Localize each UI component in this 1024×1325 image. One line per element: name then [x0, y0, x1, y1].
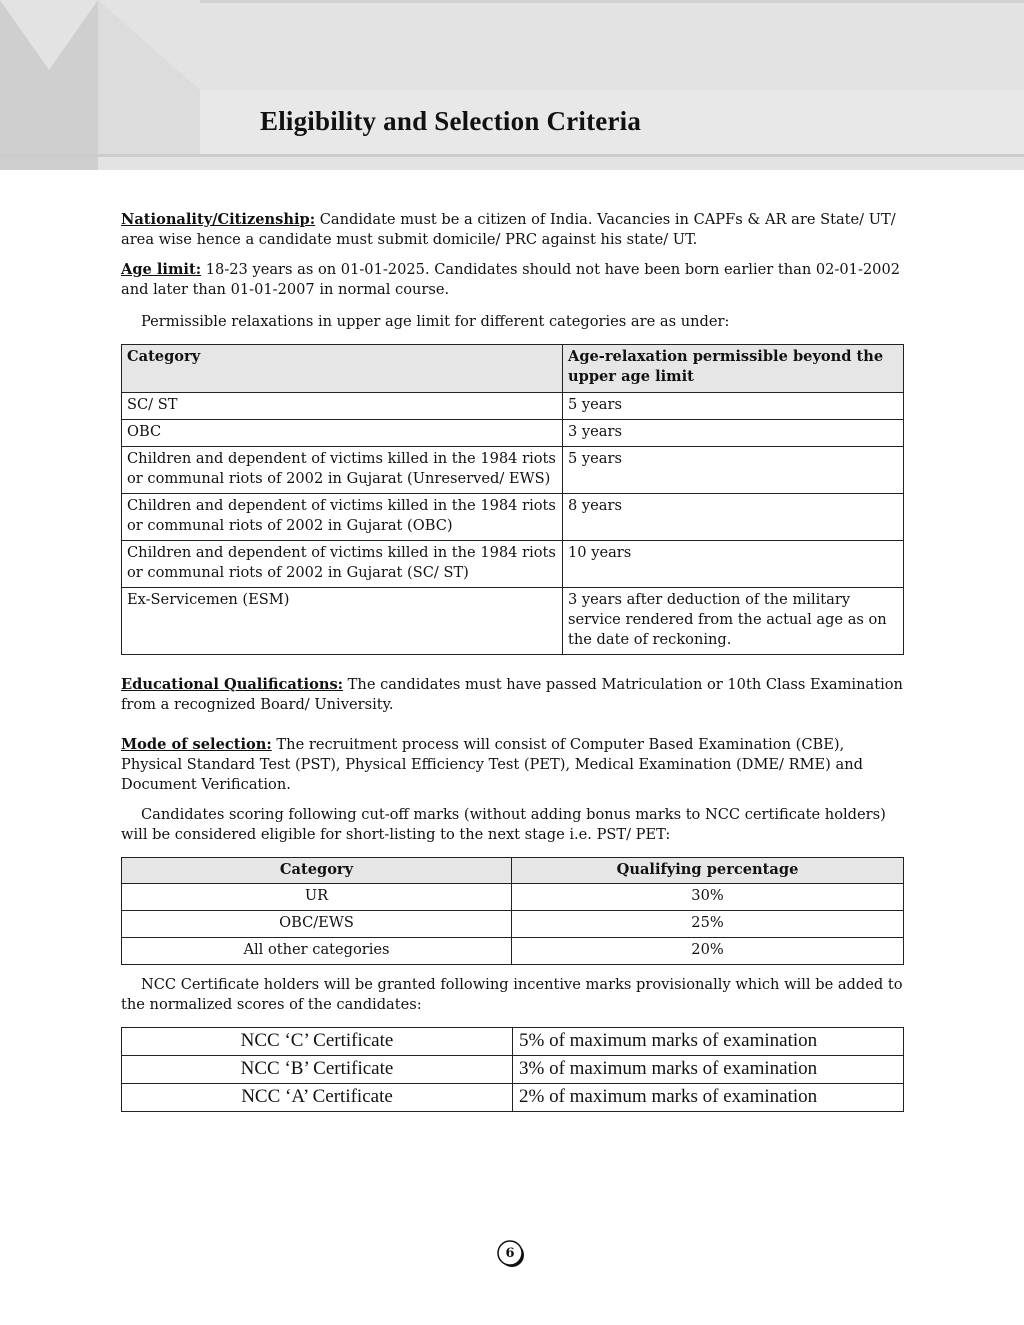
page-content — [121, 210, 904, 1112]
ncc-intro: NCC Certificate holders will be granted following incentive marks provisionally which will be added to the normalized scores of the candidates: — [121, 976, 903, 1013]
table-cell: 25% — [512, 911, 904, 938]
nationality-text: Candidate must be a citizen of India. Vacancies in CAPFs & AR are State/ UT/ area wise hence a candidate must submit domicile/ PRC against his state/ UT. — [121, 211, 896, 248]
page-title: Eligibility and Selection Criteria — [260, 106, 642, 136]
table-cell: NCC ‘C’ Certificate — [122, 1028, 513, 1056]
table-cell: 30% — [512, 884, 904, 911]
relaxation-intro: Permissible relaxations in upper age limit for different categories are as under: — [141, 313, 730, 330]
table-header-cell: Category — [122, 858, 512, 884]
age-relaxation-table — [121, 344, 904, 655]
table-header-row — [122, 345, 904, 393]
table-cell: Children and dependent of victims killed in the 1984 riots or communal riots of 2002 in Gujarat (SC/ ST) — [122, 541, 563, 588]
education-text: The candidates must have passed Matriculation or 10th Class Examination from a recognized Board/ University. — [121, 676, 903, 713]
table-cell: All other categories — [122, 938, 512, 965]
selection-text: The recruitment process will consist of Computer Based Examination (CBE), Physical Standard Test (PST), Physical Efficiency Test (PET), Medical Examination (DME/ RME) and Document Verification. — [121, 736, 863, 793]
header-decoration — [0, 0, 1024, 170]
table-cell: 5 years — [563, 447, 904, 494]
table-cell: UR — [122, 884, 512, 911]
education-label: Educational Qualifications: — [121, 676, 344, 693]
table-row — [122, 588, 904, 655]
table-row — [122, 541, 904, 588]
age-limit-paragraph — [121, 260, 904, 300]
table-row — [122, 884, 904, 911]
table-header-row — [122, 858, 904, 884]
table-header-cell: Age-relaxation permissible beyond the upper age limit — [563, 345, 904, 393]
table-cell: 3 years after deduction of the military service rendered from the actual age as on the date of reckoning. — [563, 588, 904, 655]
page-number — [497, 1240, 525, 1268]
table-cell: NCC ‘A’ Certificate — [122, 1084, 513, 1112]
selection-label: Mode of selection: — [121, 736, 272, 753]
table-cell: 5 years — [563, 393, 904, 420]
table-cell: OBC/EWS — [122, 911, 512, 938]
table-row — [122, 1056, 904, 1084]
table-row — [122, 1084, 904, 1112]
nationality-paragraph — [121, 210, 904, 250]
table-cell: SC/ ST — [122, 393, 563, 420]
nationality-label: Nationality/Citizenship: — [121, 211, 316, 228]
table-cell: 2% of maximum marks of examination — [513, 1084, 904, 1112]
table-cell: 20% — [512, 938, 904, 965]
header-band — [0, 0, 1024, 170]
table-row — [122, 494, 904, 541]
table-row — [122, 420, 904, 447]
table-cell: Children and dependent of victims killed in the 1984 riots or communal riots of 2002 in Gujarat (Unreserved/ EWS) — [122, 447, 563, 494]
table-row — [122, 447, 904, 494]
ncc-table — [121, 1027, 904, 1112]
selection-paragraph — [121, 735, 904, 795]
table-cell: 3 years — [563, 420, 904, 447]
cutoff-table — [121, 857, 904, 965]
age-limit-text: 18-23 years as on 01-01-2025. Candidates should not have been born earlier than 02-01-2002 and later than 01-01-2007 in normal course. — [121, 261, 901, 298]
table-cell: Ex-Servicemen (ESM) — [122, 588, 563, 655]
page-number-text: 6 — [505, 1246, 515, 1261]
table-row — [122, 393, 904, 420]
table-cell: OBC — [122, 420, 563, 447]
table-cell: 3% of maximum marks of examination — [513, 1056, 904, 1084]
cutoff-intro: Candidates scoring following cut-off marks (without adding bonus marks to NCC certificate holders) will be considered eligible for short-listing to the next stage i.e. PST/ PET: — [121, 806, 886, 843]
table-row — [122, 938, 904, 965]
table-row — [122, 1028, 904, 1056]
table-header-cell: Category — [122, 345, 563, 393]
table-cell: 10 years — [563, 541, 904, 588]
table-cell: 5% of maximum marks of examination — [513, 1028, 904, 1056]
table-cell: 8 years — [563, 494, 904, 541]
table-cell: Children and dependent of victims killed in the 1984 riots or communal riots of 2002 in Gujarat (OBC) — [122, 494, 563, 541]
table-header-cell: Qualifying percentage — [512, 858, 904, 884]
table-row — [122, 911, 904, 938]
table-cell: NCC ‘B’ Certificate — [122, 1056, 513, 1084]
age-limit-label: Age limit: — [121, 261, 202, 278]
education-paragraph — [121, 675, 904, 715]
